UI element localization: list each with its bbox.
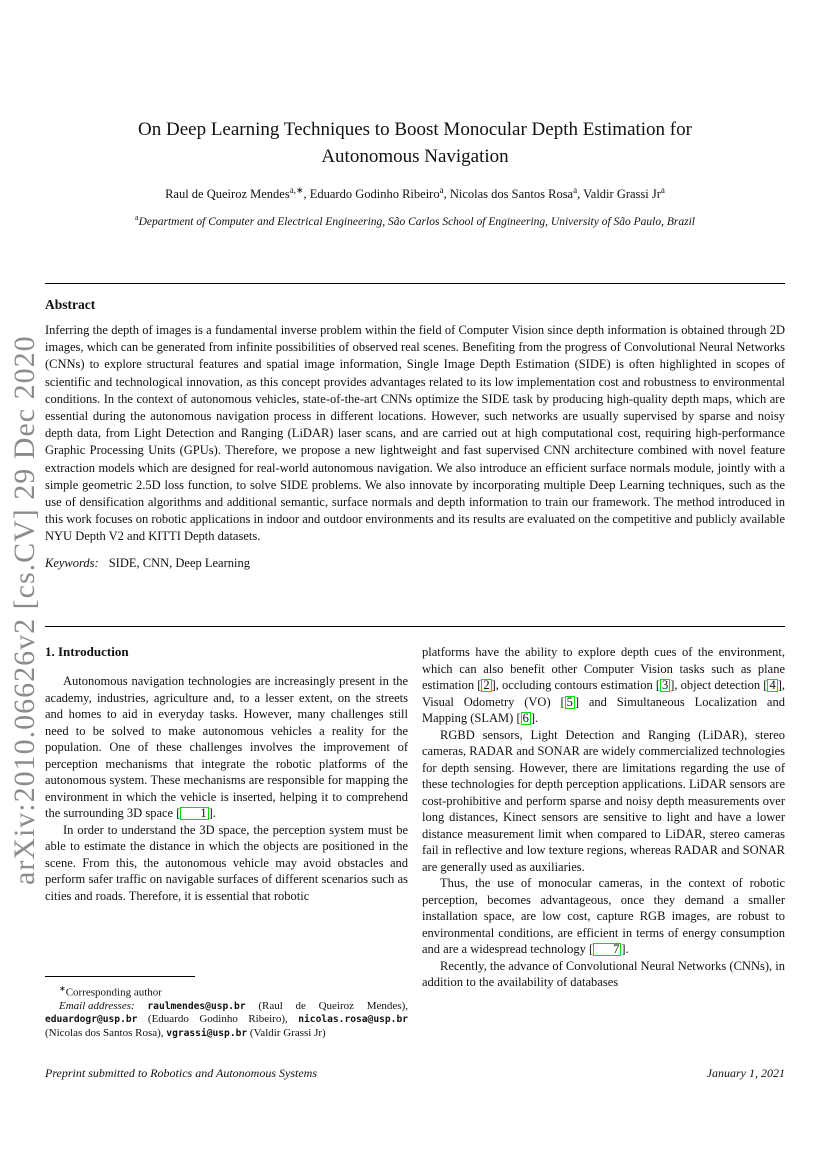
body-paragraph: platforms have the ability to explore depth cues of the environment, which can also benefit other Computer Vision tasks such as plane estimation [ 2 ], occluding contours estimation [ 3 ], object detection [ 4 ], Visual Odometry (VO) [ 5 ] and Simultaneous Localization and Mapping (SLAM) [ 6 ].	[422, 645, 785, 725]
corresponding-author-footnote	[45, 976, 408, 1040]
keywords-text: SIDE, CNN, Deep Learning	[108, 555, 250, 570]
body-paragraph: RGBD sensors, Light Detection and Ranging (LiDAR), stereo cameras, RADAR and SONAR are widely commercialized technologies for depth sensing. However, there are limitations regarding the use of these technologies for depth perception applications. LiDAR sensors are cost-prohibitive and perform sparse and noisy depth measurements over long distances, Kinect sensors are sensitive to light and have a lower distance measurement limit when compared to LiDAR, stereo cameras fail in reflective and low texture regions, whereas RADAR and SONAR are generally used as auxiliaries.	[422, 727, 785, 874]
keywords-label: Keywords:	[45, 555, 99, 570]
author-affil-sup: a,∗	[289, 185, 304, 195]
abstract-bottom-rule	[45, 626, 785, 627]
abstract-text: Inferring the depth of images is a fundamental inverse problem within the field of Computer Vision since depth information is obtained through 2D images, which can be generated from infinite possibilities of observed real scenes. Benefiting from the progress of Convolutional Neural Networks (CNNs) to explore structural features and spatial image information, Single Image Depth Estimation (SIDE) is often highlighted in scopes of scientific and technological innovation, as this concept provides advantages related to its low implementation cost and robustness to environmental conditions. In the context of autonomous vehicles, state-of-the-art CNNs optimize the SIDE task by producing high-quality depth maps, which are essential during the autonomous navigation process in different locations. However, such networks are usually supervised by sparse and noisy depth data, from Light Detection and Ranging (LiDAR) laser scans, and are carried out at high computational cost, requiring high-performance Graphic Processing Units (GPUs). Therefore, we propose a new lightweight and fast supervised CNN architecture combined with novel feature extraction models which are designed for real-world autonomous navigation. We also introduce an efficient surface normals module, jointly with a simple geometric 2.5D loss function, to solve SIDE problems. We also innovate by incorporating multiple Deep Learning techniques, such as the use of densification algorithms and additional semantic, surface normals and depth information to train our framework. The method introduced in this work focuses on robotic applications in indoor and outdoor environments and its results are evaluated on the competitive and publicly available NYU Depth V2 and KITTI Depth datasets.	[45, 323, 785, 544]
arxiv-watermark: arXiv:2010.06626v2 [cs.CV] 29 Dec 2020	[8, 335, 41, 885]
email-address: vgrassi@usp.br	[166, 1027, 248, 1039]
email-address: eduardogr@usp.br	[45, 1014, 138, 1026]
citation-link[interactable]: 3	[662, 678, 669, 692]
email-label: Email addresses:	[59, 1000, 135, 1013]
author-line	[45, 185, 785, 202]
author: Valdir Grassi Jr$^a$	[583, 185, 665, 202]
email-holder: (Nicolas dos Santos Rosa),	[45, 1026, 167, 1039]
paper-header	[45, 116, 785, 228]
author: Nicolas dos Santos Rosa$^a$,	[449, 185, 584, 202]
preprint-notice: Preprint submitted to Robotics and Autonomous Systems	[45, 1066, 317, 1080]
author: Eduardo Godinho Ribeiro$^a$,	[309, 185, 450, 202]
body-paragraph: In order to understand the 3D space, the perception system must be able to estimate the distance in which the objects are positioned in the scene. From this, the autonomous vehicle may avoid obstacles and perform safer traffic on navigable surfaces of different scenarios such as cities and roads. Therefore, it is essential that robotic	[45, 822, 408, 903]
author-affil-sup: a	[573, 185, 578, 195]
citation-link[interactable]: 7	[593, 943, 621, 956]
keywords-line	[45, 556, 785, 571]
body-paragraph: Autonomous navigation technologies are increasingly present in the academy, industries, agriculture and, to a lesser extent, on the streets and homes to aid in everyday tasks. However, many challenges still need to be solved to make autonomous vehicles a reality for the population. One of these challenges involves the improvement of perception mechanisms that integrate the robotic platforms of the autonomous system. These mechanisms are responsible for mapping the environment in which the vehicle is inserted, helping it to comprehend the surrounding 3D space [ 1 ].	[45, 674, 408, 820]
abstract-section	[45, 297, 785, 571]
citation-link[interactable]: 2	[483, 678, 490, 692]
left-column	[45, 644, 408, 991]
email-holder: (Raul de Queiroz Mendes),	[245, 1000, 408, 1013]
footnote-rule	[45, 976, 195, 977]
footer-date: January 1, 2021	[706, 1066, 785, 1080]
affiliation-line: $^a$Department of Computer and Electrical Engineering, São Carlos School of Engineering, University of São Paulo, Brazil	[135, 213, 695, 228]
body-paragraph: Recently, the advance of Convolutional Neural Networks (CNNs), in addition to the availability of databases	[422, 958, 785, 989]
body-paragraph: Thus, the use of monocular cameras, in the context of robotic perception, becomes advantageous, once they demand a smaller installation space, are low cost, capture RGB images, are robust to environmental conditions, are efficient in terms of energy consumption and are a widespread technology [ 7 ].	[422, 876, 785, 956]
citation-link[interactable]: 1	[180, 807, 208, 820]
section-heading-introduction: 1. Introduction	[45, 644, 129, 659]
paper-title: On Deep Learning Techniques to Boost Monocular Depth Estimation for Autonomous Navigation	[138, 119, 692, 167]
footnote-marker: ∗	[59, 984, 66, 993]
two-column-body	[45, 644, 785, 991]
email-addresses	[45, 1000, 408, 1040]
corresponding-author-line: ∗Corresponding author	[59, 984, 162, 999]
email-address: raulmendes@usp.br	[147, 1001, 246, 1013]
abstract-top-rule	[45, 283, 785, 284]
author-affil-sup: a	[660, 185, 665, 195]
right-column	[422, 644, 785, 991]
email-address: nicolas.rosa@usp.br	[298, 1014, 408, 1026]
author-affil-sup: a	[439, 185, 444, 195]
page-footer	[45, 1066, 785, 1081]
abstract-heading: Abstract	[45, 297, 96, 312]
email-holder: (Eduardo Godinho Ribeiro),	[137, 1013, 299, 1026]
author: Raul de Queiroz Mendes$^{a,∗}$,	[165, 185, 310, 202]
affiliation-sup: a	[135, 213, 139, 223]
citation-link[interactable]: 4	[769, 678, 776, 692]
email-holder: (Valdir Grassi Jr)	[247, 1026, 326, 1039]
citation-link[interactable]: 5	[566, 694, 573, 709]
citation-link[interactable]: 6	[522, 711, 529, 725]
